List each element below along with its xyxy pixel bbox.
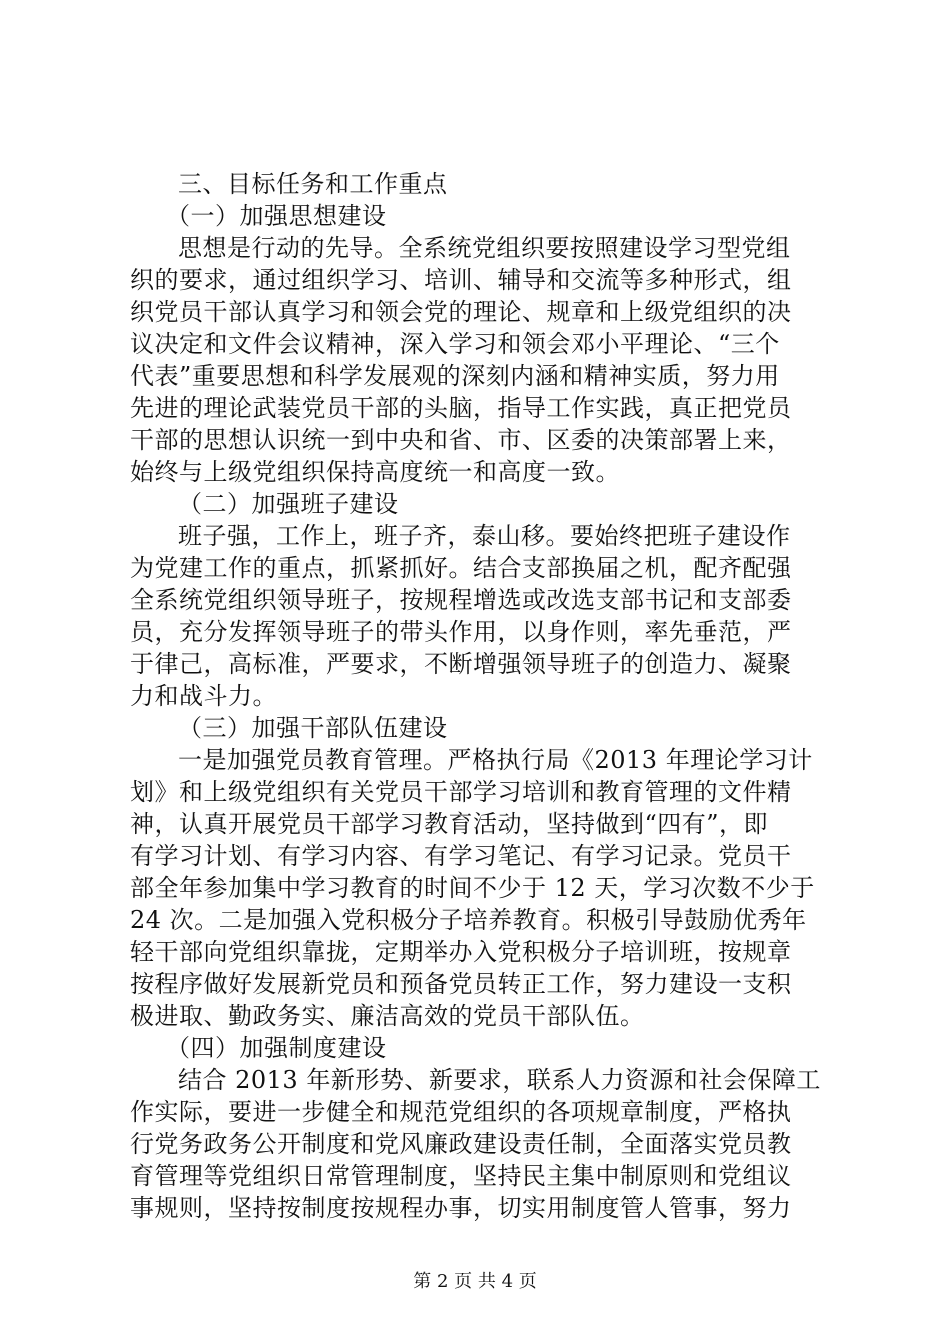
text-line: 于律己，高标准，严要求，不断增强领导班子的创造力、凝聚 <box>130 650 792 678</box>
text-line: 力和战斗力。 <box>130 682 277 710</box>
text-line: 行党务政务公开制度和党风廉政建设责任制，全面落实党员教 <box>130 1130 792 1158</box>
text-line: 育管理等党组织日常管理制度，坚持民主集中制原则和党组议 <box>130 1162 792 1190</box>
text-line: （一）加强思想建设 <box>166 202 387 230</box>
text-line: 有学习计划、有学习内容、有学习笔记、有学习记录。党员干 <box>130 842 792 870</box>
text-line: 结合 2013 年新形势、新要求，联系人力资源和社会保障工 <box>178 1066 821 1094</box>
text-line: 为党建工作的重点，抓紧抓好。结合支部换届之机，配齐配强 <box>130 554 792 582</box>
text-line: 织的要求，通过组织学习、培训、辅导和交流等多种形式，组 <box>130 266 792 294</box>
text-line: 干部的思想认识统一到中央和省、市、区委的决策部署上来， <box>130 426 792 454</box>
text-line: 神，认真开展党员干部学习教育活动，坚持做到“四有”，即 <box>130 810 769 838</box>
text-line: 划》和上级党组织有关党员干部学习培训和教育管理的文件精 <box>130 778 792 806</box>
text-line: （四）加强制度建设 <box>166 1034 387 1062</box>
text-line: 三、目标任务和工作重点 <box>178 170 448 198</box>
text-line: 思想是行动的先导。全系统党组织要按照建设学习型党组 <box>178 234 791 262</box>
text-line: 事规则，坚持按制度按规程办事，切实用制度管人管事，努力 <box>130 1194 792 1222</box>
text-line: 议决定和文件会议精神，深入学习和领会邓小平理论、“三个 <box>130 330 780 358</box>
text-line: 按程序做好发展新党员和预备党员转正工作，努力建设一支积 <box>130 970 792 998</box>
text-line: 始终与上级党组织保持高度统一和高度一致。 <box>130 458 620 486</box>
text-line: （三）加强干部队伍建设 <box>178 714 448 742</box>
text-line: 极进取、勤政务实、廉洁高效的党员干部队伍。 <box>130 1002 645 1030</box>
text-line: 代表”重要思想和科学发展观的深刻内涵和精神实质，努力用 <box>130 362 780 390</box>
text-line: 部全年参加集中学习教育的时间不少于 12 天，学习次数不少于 <box>130 874 815 902</box>
text-line: 24 次。二是加强入党积极分子培养教育。积极引导鼓励优秀年 <box>130 906 807 934</box>
document-body <box>130 168 830 1224</box>
text-line: 员，充分发挥领导班子的带头作用，以身作则，率先垂范，严 <box>130 618 792 646</box>
text-line: 一是加强党员教育管理。严格执行局《2013 年理论学习计 <box>178 746 813 774</box>
text-line: 全系统党组织领导班子，按规程增选或改选支部书记和支部委 <box>130 586 792 614</box>
page-footer: 第 2 页 共 4 页 <box>413 1271 537 1292</box>
text-line: （二）加强班子建设 <box>178 490 399 518</box>
text-line: 先进的理论武装党员干部的头脑，指导工作实践，真正把党员 <box>130 394 792 422</box>
text-line: 织党员干部认真学习和领会党的理论、规章和上级党组织的决 <box>130 298 792 326</box>
text-line: 班子强，工作上，班子齐，泰山移。要始终把班子建设作 <box>178 522 791 550</box>
text-line: 作实际，要进一步健全和规范党组织的各项规章制度，严格执 <box>130 1098 792 1126</box>
text-line: 轻干部向党组织靠拢，定期举办入党积极分子培训班，按规章 <box>130 938 792 966</box>
